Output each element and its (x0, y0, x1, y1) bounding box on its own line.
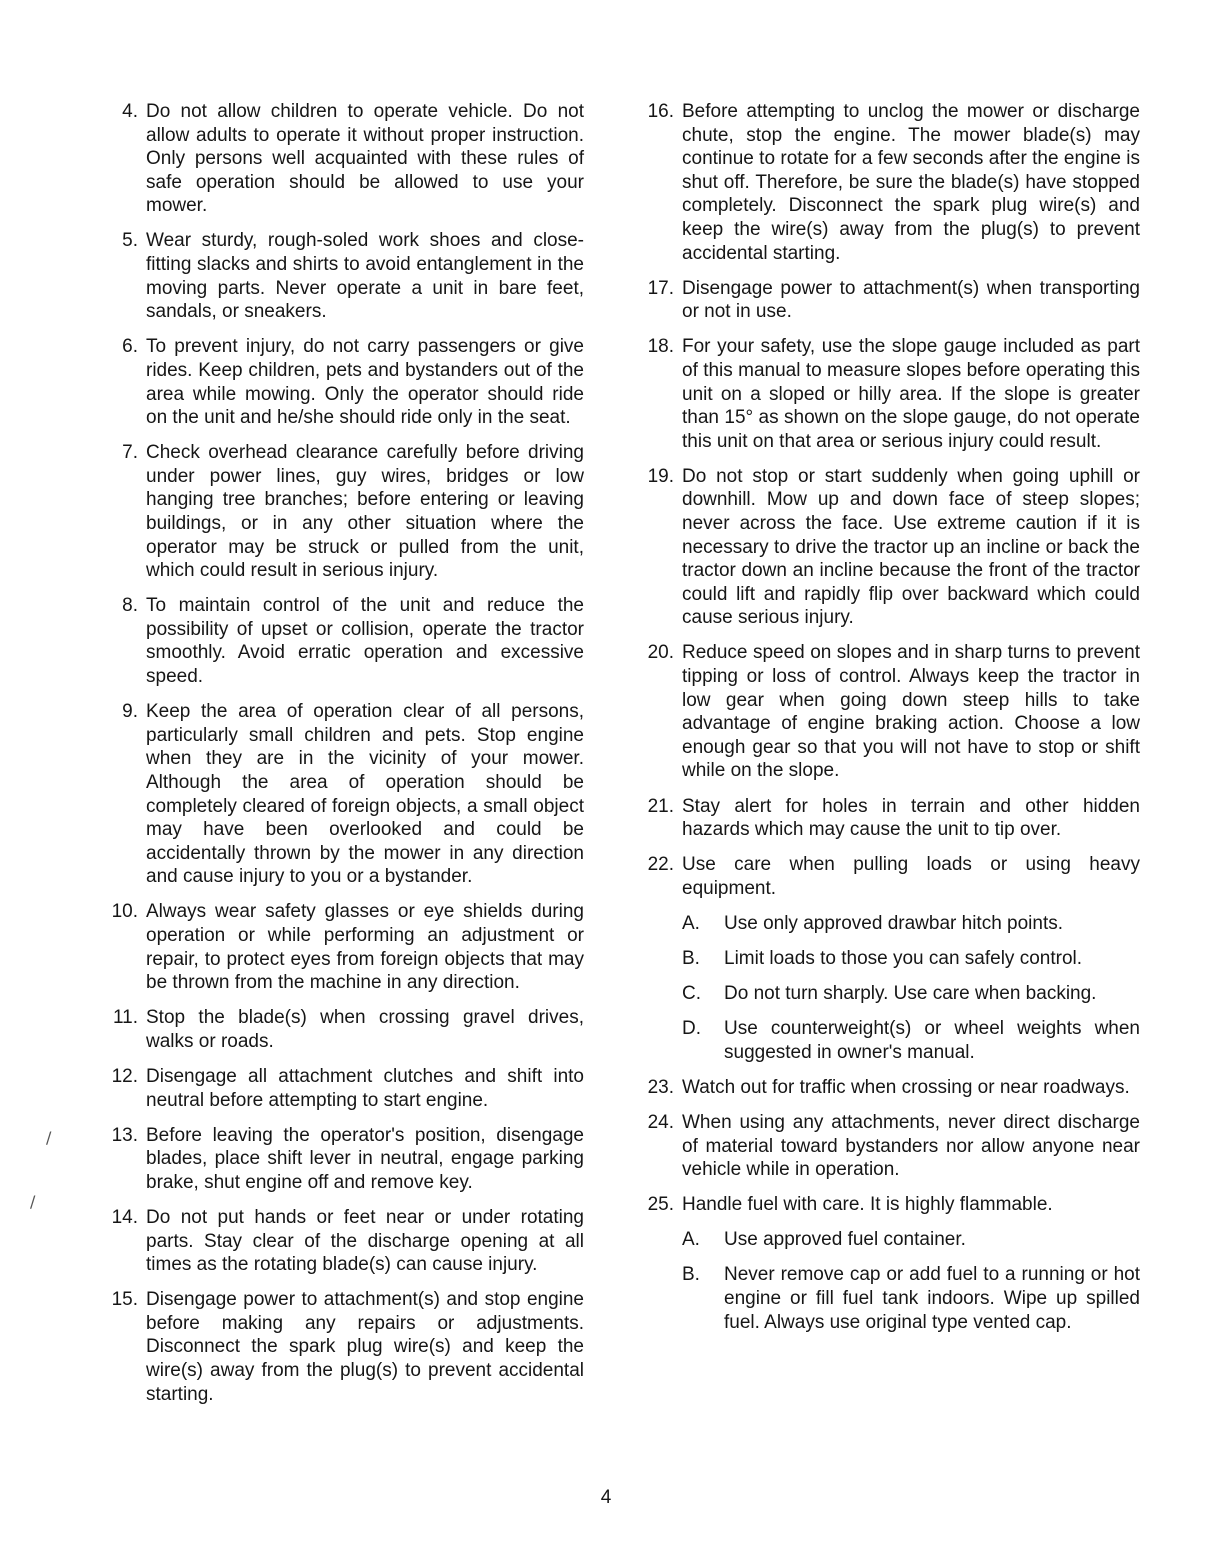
rule-item-11 (104, 1006, 584, 1053)
rule-item-18 (640, 335, 1140, 453)
rule-item-8 (104, 594, 584, 688)
sub-item-letter: D. (682, 1018, 701, 1040)
rule-number: 12. (111, 1065, 138, 1087)
scan-mark: / (30, 1192, 36, 1211)
rule-text: For your safety, use the slope gauge included as part of this manual to measure slopes before operating this unit on a sloped or hilly area. If the slope is greater than 15° as shown on the slope gauge, do not operate this unit on that area or serious injury could result. (682, 336, 1140, 452)
rule-number: 5. (122, 230, 138, 252)
sub-item-letter: C. (682, 983, 701, 1005)
rule-number: 4. (122, 101, 138, 122)
rule-number: 10. (111, 901, 138, 923)
rule-text: Stop the blade(s) when crossing gravel drives, walks or roads. (146, 1007, 584, 1052)
rule-text: Disengage power to attachment(s) and stop engine before making any repairs or adjustments. Disconnect the spark plug wire(s) and keep the wire(s) away from the plug(s) to prevent accidental starting. (146, 1289, 584, 1405)
rule-number: 25. (647, 1194, 674, 1216)
rule-item-12 (104, 1065, 584, 1112)
rule-number: 16. (647, 101, 674, 122)
rule-number: 6. (122, 336, 138, 358)
sub-item-text: Limit loads to those you can safely control. (724, 948, 1083, 969)
rule-number: 9. (122, 701, 138, 723)
rule-text: Use care when pulling loads or using heavy equipment. (682, 854, 1140, 899)
rule-text: Always wear safety glasses or eye shields during operation or while performing an adjustment or repair, to protect eyes from foreign objects that may be thrown from the machine in any direction. (146, 901, 584, 994)
rule-number: 11. (112, 1007, 138, 1029)
sub-item-letter: A. (682, 1229, 700, 1251)
sub-item-letter: A. (682, 912, 700, 934)
rule-number: 7. (122, 442, 138, 464)
rule-number: 13. (111, 1124, 138, 1146)
sub-item-letter: B. (682, 1264, 700, 1286)
rule-number: 21. (647, 795, 674, 817)
rule-item-9 (104, 700, 584, 889)
rule-text: Before leaving the operator's position, disengage blades, place shift lever in neutral, engage parking brake, shut engine off and remove key. (146, 1124, 584, 1193)
rule-text: When using any attachments, never direct discharge of material toward bystanders nor allow anyone near vehicle while in operation. (682, 1111, 1140, 1181)
rule-item-6 (104, 335, 584, 429)
rule-item-16 (640, 100, 1140, 265)
rule-item-23 (640, 1076, 1140, 1100)
rule-item-22 (640, 853, 1140, 1064)
rule-text: Do not put hands or feet near or under rotating parts. Stay clear of the discharge opening at all times as the rotating blade(s) can cause injury. (146, 1206, 584, 1276)
right-column (640, 100, 1140, 1346)
rule-item-17 (640, 277, 1140, 324)
sub-item-c (682, 982, 1140, 1006)
sub-item-text: Use approved fuel container. (724, 1229, 966, 1251)
scan-mark: / (46, 1128, 52, 1147)
rule-item-7 (104, 441, 584, 583)
rule-item-14 (104, 1206, 584, 1277)
left-column (104, 100, 584, 1418)
rule-number: 18. (647, 336, 674, 358)
rule-item-4 (104, 100, 584, 218)
rule-text: Check overhead clearance carefully before driving under power lines, guy wires, bridges or low hanging tree branches; before entering or leaving buildings, or in any other situation where the operator may be struck or pulled from the unit, which could result in serious injury. (146, 442, 584, 582)
rule-number: 22. (647, 854, 674, 876)
sub-item-text: Use counterweight(s) or wheel weights when suggested in owner's manual. (724, 1018, 1140, 1063)
page-number: 4 (600, 1487, 612, 1508)
rule-number: 23. (647, 1076, 674, 1098)
rule-text: Disengage all attachment clutches and shift into neutral before attempting to start engine. (146, 1065, 584, 1111)
rule-text: Before attempting to unclog the mower or discharge chute, stop the engine. The mower blade(s) may continue to rotate for a few seconds after the engine is shut off. Therefore, be sure the blade(s) have stopped completely. Disconnect the spark plug wire(s) and keep the wire(s) away from the plug(s) to prevent accidental starting. (682, 101, 1140, 264)
rule-text: Stay alert for holes in terrain and other hidden hazards which may cause the unit to tip over. (682, 795, 1140, 841)
rule-number: 14. (111, 1206, 138, 1228)
rule-number: 19. (647, 465, 674, 487)
sub-item-text: Never remove cap or add fuel to a running or hot engine or fill fuel tank indoors. Wipe up spilled fuel. Always use original type vented cap. (724, 1264, 1140, 1333)
sub-item-text: Use only approved drawbar hitch points. (724, 912, 1064, 934)
rule-number: 8. (122, 595, 138, 617)
rule-text: Do not allow children to operate vehicle. Do not allow adults to operate it without proper instruction. Only persons well acquainted with these rules of safe operation should be allowed to use your mower. (146, 101, 584, 217)
rule-item-10 (104, 900, 584, 994)
rule-item-25 (640, 1193, 1140, 1334)
sub-item-b (682, 947, 1140, 971)
rule-text: Keep the area of operation clear of all persons, particularly small children and pets. Stop engine when they are in the vicinity of your mower. Although the area of operation should be completely cleared of foreign objects, a small object may have been overlooked and could be accidentally thrown by the mower in any direction and cause injury to you or a bystander. (146, 701, 584, 888)
sub-item-a (682, 1228, 1140, 1252)
rule-text: Do not stop or start suddenly when going uphill or downhill. Mow up and down face of steep slopes; never across the face. Use extreme caution if it is necessary to drive the tractor up an incline or back the tractor down an incline because the front of the tractor could lift and rapidly flip over backward which could cause serious injury. (682, 465, 1140, 629)
rule-number: 24. (647, 1111, 674, 1133)
rule-number: 20. (647, 642, 674, 664)
rule-number: 15. (111, 1289, 138, 1311)
rule-text: Reduce speed on slopes and in sharp turns to prevent tipping or loss of control. Always keep the tractor in low gear when going down steep hills to take advantage of engine braking action. Choose a low enough gear so that you will not have to stop or shift while on the slope. (682, 642, 1140, 782)
rule-text: To maintain control of the unit and reduce the possibility of upset or collision, operate the tractor smoothly. Avoid erratic operation and excessive speed. (146, 595, 584, 688)
rule-text: Handle fuel with care. It is highly flammable. (682, 1194, 1053, 1216)
rule-item-19 (640, 465, 1140, 630)
sub-item-a (682, 912, 1140, 936)
rule-item-24 (640, 1111, 1140, 1182)
rule-item-5 (104, 229, 584, 323)
rule-item-21 (640, 795, 1140, 842)
rule-text: Disengage power to attachment(s) when transporting or not in use. (682, 277, 1140, 323)
rule-number: 17. (647, 277, 674, 299)
rule-text: Watch out for traffic when crossing or near roadways. (682, 1076, 1130, 1098)
sub-item-b (682, 1263, 1140, 1334)
rule-item-13 (104, 1124, 584, 1195)
sub-item-letter: B. (682, 948, 700, 969)
rule-text: Wear sturdy, rough-soled work shoes and close-fitting slacks and shirts to avoid entanglement in the moving parts. Never operate a unit in bare feet, sandals, or sneakers. (146, 230, 584, 323)
sub-item-text: Do not turn sharply. Use care when backing. (724, 983, 1097, 1005)
rule-text: To prevent injury, do not carry passengers or give rides. Keep children, pets and bystanders out of the area while mowing. Only the operator should ride on the unit and he/she should ride only in the seat. (146, 336, 584, 429)
sub-item-d (682, 1017, 1140, 1064)
rule-item-15 (104, 1288, 584, 1406)
rule-item-20 (640, 641, 1140, 783)
